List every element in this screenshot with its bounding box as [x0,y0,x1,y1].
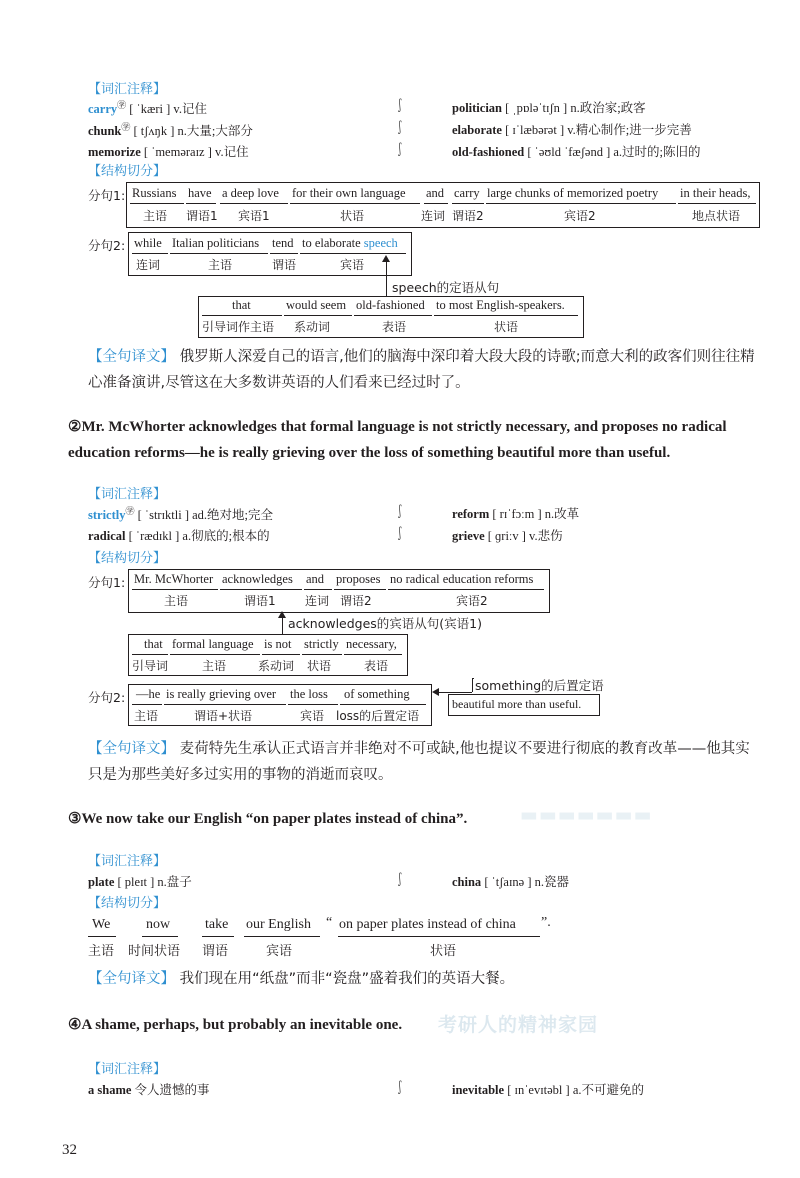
role-label: 主语 [164,594,189,608]
role-label: 时间状语 [128,944,181,959]
translation: 【全句译文】 我们现在用“纸盘”而非“瓷盘”盛着我们的英语大餐。 [88,971,515,987]
segment: We [92,917,111,932]
vocab-heading: 【词汇注释】 [88,1062,167,1077]
vocab-entry: a shame 令人遗憾的事 [88,1083,210,1097]
connector [386,262,387,296]
role-label: 状语 [430,944,457,959]
underline [434,315,578,316]
sentence-line: ②Mr. McWhorter acknowledges that formal language is not strictly necessary, and proposes no radical [68,419,727,435]
clause-label: 分句2: [88,690,126,705]
underline [244,936,320,937]
separator-icon: ʃ [398,871,401,887]
role-label: 谓语 [202,944,229,959]
sentence-line: ④A shame, perhaps, but probably an inevitable one. [68,1017,403,1033]
role-label: 谓语2 [452,209,484,223]
segment: on paper plates instead of china [339,917,516,932]
role-label: 表语 [364,659,389,673]
role-label: 连词 [305,594,330,608]
underline [354,315,432,316]
segment: —he [136,687,161,701]
clause-label: 分句2: [88,238,126,253]
segment: beautiful more than useful. [452,697,582,711]
separator-icon: ʃ [398,1079,401,1095]
note-label: acknowledges的宾语从句(宾语1) [288,616,483,631]
underline [186,203,216,204]
underline [130,203,184,204]
role-label: 主语 [143,209,168,223]
segment: Russians [132,186,177,200]
watermark: ▬▬▬▬▬▬▬ [520,804,653,826]
role-label: 主语 [88,944,115,959]
connector [438,692,472,693]
underline [132,704,162,705]
vocab-heading: 【词汇注释】 [88,487,167,502]
segment: while [134,236,162,250]
vocab-entry: china [ ˈtʃaɪnə ] n.瓷器 [452,875,570,889]
underline [164,704,286,705]
underline [220,203,288,204]
segment: necessary, [346,637,397,651]
segment: formal language [172,637,254,651]
role-label: 谓语2 [340,594,372,608]
segment: no radical education reforms [390,572,534,586]
role-label: 表语 [382,320,407,334]
vocab-entry: old-fashioned [ ˈəʊld ˈfæʃənd ] a.过时的;陈旧的 [452,145,701,159]
role-label: 宾语2 [456,594,488,608]
underline [142,936,178,937]
structure-heading: 【结构切分】 [88,551,167,566]
underline [284,315,352,316]
underline [170,253,268,254]
underline [300,253,406,254]
segment: is not [264,637,292,651]
watermark: 考研人的精神家园 [438,1014,599,1036]
underline [170,654,260,655]
segment: have [188,186,212,200]
segment: tend [272,236,294,250]
role-label: 连词 [421,209,446,223]
role-label: 主语 [202,659,227,673]
underline [288,704,338,705]
segment: that [232,298,251,312]
vocab-entry: radical [ ˈrædɪkl ] a.彻底的;根本的 [88,529,270,543]
role-label: 谓语1 [186,209,218,223]
underline [202,936,234,937]
page-number: 32 [62,1142,77,1158]
role-label: 谓语 [272,258,297,272]
segment: to elaborate speech [302,236,398,250]
separator-icon: ʃ [398,141,401,157]
role-label: loss的后置定语 [336,709,420,723]
underline [338,936,540,937]
segment: proposes [336,572,381,586]
segment: and [426,186,445,200]
underline [678,203,756,204]
connector [472,678,473,692]
segment: take [205,917,229,932]
vocab-entry: carry㊫ [ ˈkæri ] v.记住 [88,100,207,117]
segment: acknowledges [222,572,293,586]
segment: that [144,637,163,651]
underline [132,589,218,590]
segment: for their own language [292,186,406,200]
underline [388,589,544,590]
role-label: 引导词 [132,659,169,673]
connector [282,618,283,634]
role-label: 系动词 [258,659,295,673]
role-label: 主语 [208,258,233,272]
segment: and [306,572,325,586]
vocab-heading: 【词汇注释】 [88,854,167,869]
underline [452,203,484,204]
role-label: 谓语+状语 [194,709,253,723]
segment: now [146,917,171,932]
role-label: 宾语 [340,258,365,272]
role-label: 状语 [340,209,365,223]
underline [262,654,300,655]
arrow-icon [382,255,390,262]
underline [424,203,448,204]
segment: the loss [290,687,328,701]
sentence-line: education reforms—he is really grieving over the loss of something beautiful more than useful. [68,445,671,461]
underline [202,315,282,316]
segment: to most English-speakers. [436,298,565,312]
underline [290,203,420,204]
vocab-entry: elaborate [ ɪˈlæbərət ] v.精心制作;进一步完善 [452,123,692,137]
role-label: 宾语1 [238,209,270,223]
underline [302,654,342,655]
underline [132,654,168,655]
segment: Mr. McWhorter [134,572,214,586]
role-label: 状语 [494,320,519,334]
separator-icon: ʃ [398,525,401,541]
underline [486,203,676,204]
quote-mark: ”. [541,915,551,930]
segment: of something [344,687,410,701]
underline [220,589,302,590]
vocab-entry: inevitable [ ɪnˈevɪtəbl ] a.不可避免的 [452,1083,644,1097]
segment: large chunks of memorized poetry [487,186,659,200]
separator-icon: ʃ [398,503,401,519]
translation: 【全句译文】 麦荷特先生承认正式语言并非绝对不可或缺,他也提议不要进行彻底的教育改革——他其实只是为那些美好多过实用的事物的消逝而哀叹。 [88,741,750,783]
segment: would seem [286,298,347,312]
underline [304,589,332,590]
underline [334,589,386,590]
vocab-entry: reform [ rɪˈfɔːm ] n.改革 [452,507,580,521]
role-label: 地点状语 [692,209,741,223]
structure-heading: 【结构切分】 [88,896,167,911]
vocab-entry: memorize [ ˈmeməraɪz ] v.记住 [88,145,249,159]
separator-icon: ʃ [398,97,401,113]
segment: carry [454,186,480,200]
role-label: 主语 [134,709,159,723]
vocab-entry: grieve [ ɡriːv ] v.悲伤 [452,529,563,543]
segment: Italian politicians [172,236,260,250]
role-label: 状语 [307,659,332,673]
vocab-entry: politician [ ˌpɒləˈtɪʃn ] n.政治家;政客 [452,101,646,115]
structure-heading: 【结构切分】 [88,164,167,179]
vocab-entry: strictly㊫ [ ˈstrɪktli ] ad.绝对地;完全 [88,506,274,523]
role-label: 宾语 [266,944,293,959]
underline [340,704,426,705]
underline [132,253,168,254]
segment: strictly [304,637,339,651]
segment: in their heads, [680,186,751,200]
role-label: 连词 [136,258,161,272]
sentence-line: ③We now take our English “on paper plates instead of china”. [68,811,468,827]
underline [270,253,298,254]
note-label: something的后置定语 [475,678,604,693]
segment: old-fashioned [356,298,425,312]
segment: is really grieving over [166,687,277,701]
note-label: speech的定语从句 [392,280,500,295]
clause-label: 分句1: [88,188,126,203]
vocab-entry: plate [ pleɪt ] n.盘子 [88,875,192,889]
vocab-entry: chunk㊫ [ tʃʌŋk ] n.大量;大部分 [88,122,253,139]
clause-label: 分句1: [88,575,126,590]
quote-mark: “ [326,915,333,930]
role-label: 宾语 [300,709,325,723]
vocab-heading: 【词汇注释】 [88,82,167,97]
role-label: 系动词 [294,320,331,334]
separator-icon: ʃ [398,119,401,135]
underline [344,654,402,655]
segment: our English [246,917,311,932]
segment: a deep love [222,186,279,200]
underline [88,936,116,937]
role-label: 引导词作主语 [202,320,275,334]
role-label: 宾语2 [564,209,596,223]
translation: 【全句译文】 俄罗斯人深爱自己的语言,他们的脑海中深印着大段大段的诗歌;而意大利的政客们则往往精心准备演讲,尽管这在大多数讲英语的人们看来已经过时了。 [88,349,755,391]
role-label: 谓语1 [244,594,276,608]
connector [472,678,474,679]
arrow-icon [278,611,286,618]
